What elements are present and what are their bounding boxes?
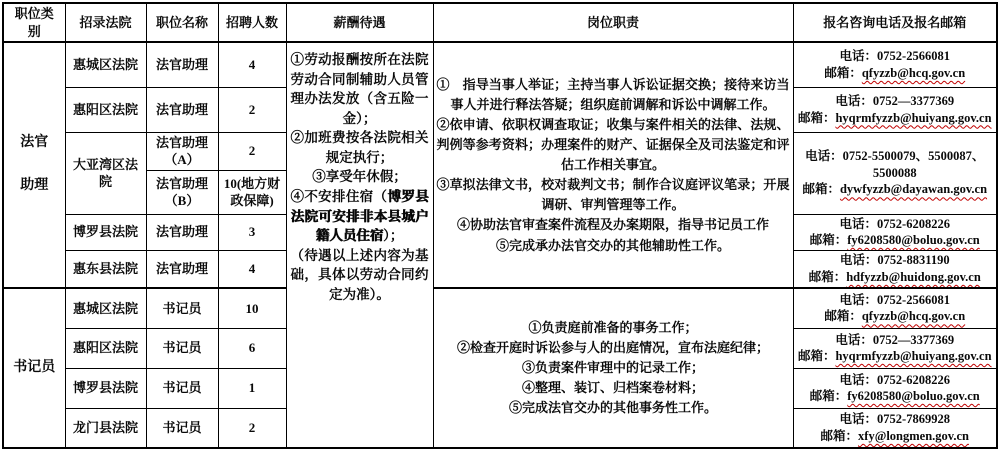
email-address: fy6208580@boluo.gov.cn	[847, 233, 980, 248]
duty-item: ④协助法官审查案件流程及办案期限，指导书记员工作	[456, 217, 769, 233]
phone-label: 电话：	[835, 94, 873, 109]
duty-item: ②检查开庭时诉讼参与人的出庭情况，宣布法庭纪律；	[456, 339, 769, 355]
phone-label: 电话：	[839, 253, 878, 268]
count-cell: 4	[218, 250, 286, 288]
phone-line	[796, 216, 995, 233]
phone-label: 电话：	[805, 149, 843, 164]
court-cell: 惠阳区法院	[65, 87, 146, 132]
court-cell: 惠东县法院	[65, 250, 146, 288]
duty-item: ③负责案件审理中的记录工作；	[521, 360, 704, 376]
email-line	[796, 65, 995, 82]
email-address: hyqrmfyzzb@huiyang.gov.cn	[835, 349, 992, 364]
recruitment-table	[2, 2, 998, 449]
title-cell: 书记员	[146, 368, 218, 408]
email-address: qfyzzb@hcq.gov.cn	[861, 65, 966, 80]
count-cell: 2	[218, 132, 286, 170]
salary-item: ③享受年休假；	[312, 169, 407, 185]
phone-number: 0752—3377369	[872, 332, 955, 347]
phone-line	[796, 93, 995, 110]
salary-note: （待遇以上述内容为基础，具体以劳动合同约定为准）。	[290, 247, 429, 302]
title-cell: 书记员	[146, 288, 218, 328]
court-cell: 惠城区法院	[65, 42, 146, 87]
email-address: hdfyzzb@huidong.gov.cn	[846, 269, 981, 284]
phone-label: 电话：	[839, 292, 878, 307]
phone-number: 0752-8831190	[877, 253, 950, 268]
phone-label: 电话：	[839, 372, 878, 387]
duties-cell-judge-assistant	[433, 42, 793, 288]
phone-label: 电话：	[835, 332, 873, 347]
salary-item: ②加班费按各法院相关规定执行；	[290, 130, 429, 165]
email-label: 邮箱：	[797, 349, 836, 364]
category-line: 助理	[20, 178, 49, 194]
court-cell: 惠阳区法院	[65, 328, 146, 368]
salary-item4-suffix: ）；	[383, 228, 404, 244]
salary-item: ①劳动报酬按所在法院劳动合同制辅助人员管理办法发放（含五险一金）；	[290, 52, 429, 126]
title-cell: 书记员	[146, 408, 218, 448]
email-label: 邮箱：	[808, 269, 847, 284]
email-address: hyqrmfyzzb@huiyang.gov.cn	[835, 110, 992, 125]
title-line: 法官助理	[155, 134, 208, 150]
header-row	[3, 3, 997, 42]
phone-line	[796, 411, 995, 428]
salary-item4-prefix: ④不安排住宿（	[290, 189, 388, 205]
category-line: 法官	[20, 135, 49, 151]
count-cell: 2	[218, 408, 286, 448]
phone-line	[796, 252, 995, 269]
table-row	[3, 42, 997, 87]
title-cell: 书记员	[146, 328, 218, 368]
contact-cell	[793, 250, 997, 288]
category-line: 书记员	[13, 359, 56, 375]
court-cell: 大亚湾区法院	[65, 132, 146, 214]
duty-item: ④整理、装订、归档案卷材料；	[521, 380, 704, 396]
salary-item4-emphasis: 博罗县法院可安排非本县城户籍人员住宿	[290, 189, 429, 244]
phone-number: 0752-5500079、5500087、5500088	[842, 149, 985, 180]
email-label: 邮箱：	[824, 65, 862, 80]
title-cell: 法官助理	[146, 214, 218, 250]
phone-line	[796, 372, 995, 389]
header-position-name: 职位名称	[146, 3, 218, 42]
email-line	[796, 181, 995, 198]
count-cell: 3	[218, 214, 286, 250]
contact-cell	[793, 214, 997, 250]
header-salary: 薪酬待遇	[286, 3, 433, 42]
count-cell: 1	[218, 368, 286, 408]
email-line	[796, 269, 995, 286]
salary-item-no-housing	[291, 187, 429, 246]
header-contact: 报名咨询电话及报名邮箱	[793, 3, 997, 42]
duty-item: ① 指导当事人举证；主持当事人诉讼证据交换；接待来访当事人并进行释法答疑；组织庭前调解和诉讼中调解工作。	[436, 76, 790, 112]
header-position-category: 职位类别	[3, 3, 65, 42]
email-line	[796, 388, 995, 405]
table-row	[3, 288, 997, 328]
duties-cell-clerk	[433, 288, 793, 448]
category-cell-clerk	[3, 288, 65, 448]
phone-label: 电话：	[839, 216, 878, 231]
phone-line	[796, 292, 995, 309]
contact-cell	[793, 328, 997, 368]
phone-number: 0752-6208226	[877, 216, 950, 231]
email-address: qfyzzb@hcq.gov.cn	[861, 309, 966, 324]
court-cell: 龙门县法院	[65, 408, 146, 448]
duty-item: ②依申请、依职权调查取证；收集与案件相关的法律、法规、判例等参考资料；办理案件的财产、证据保全及司法鉴定和评估工作相关事宜。	[436, 116, 790, 173]
phone-number: 0752—3377369	[872, 94, 955, 109]
duty-item: ①负责庭前准备的事务工作；	[528, 319, 698, 335]
court-cell: 博罗县法院	[65, 214, 146, 250]
header-recruiting-court: 招录法院	[65, 3, 146, 42]
category-cell-judge-assistant	[3, 42, 65, 288]
phone-number: 0752-2566081	[877, 49, 950, 64]
duty-item: ③草拟法律文书，校对裁判文书；制作合议庭评议笔录；开展调研、审判管理等工作。	[436, 177, 790, 213]
title-variant: （A）	[164, 152, 200, 168]
email-line	[796, 348, 995, 365]
duty-item: ⑤完成法官交办的其他事务性工作。	[508, 400, 717, 416]
email-label: 邮箱：	[809, 233, 848, 248]
phone-number: 0752-6208226	[877, 372, 950, 387]
title-cell: 法官助理	[146, 87, 218, 132]
phone-number: 0752-7869928	[877, 412, 950, 427]
phone-line	[796, 332, 995, 349]
contact-cell	[793, 368, 997, 408]
title-cell	[146, 132, 218, 170]
contact-cell	[793, 288, 997, 328]
count-cell: 10(地方财政保障)	[218, 170, 286, 214]
court-cell: 惠城区法院	[65, 288, 146, 328]
contact-cell	[793, 132, 997, 214]
email-address: fy6208580@boluo.gov.cn	[847, 389, 980, 404]
header-duties: 岗位职责	[433, 3, 793, 42]
title-cell: 法官助理	[146, 250, 218, 288]
contact-cell	[793, 408, 997, 448]
count-cell: 4	[218, 42, 286, 87]
email-address: dywfyzzb@dayawan.gov.cn	[839, 182, 988, 197]
duty-item: ⑤完成承办法官交办的其他辅助性工作。	[495, 237, 730, 253]
title-variant: （B）	[164, 193, 200, 209]
count-cell: 2	[218, 87, 286, 132]
email-label: 邮箱：	[802, 182, 840, 197]
phone-line	[796, 148, 995, 181]
email-label: 邮箱：	[824, 309, 862, 324]
salary-cell	[286, 42, 433, 448]
phone-label: 电话：	[839, 49, 878, 64]
court-cell: 博罗县法院	[65, 368, 146, 408]
header-recruit-count: 招聘人数	[218, 3, 286, 42]
contact-cell	[793, 42, 997, 87]
title-cell	[146, 170, 218, 214]
count-cell: 10	[218, 288, 286, 328]
title-line: 法官助理	[155, 175, 208, 191]
phone-line	[796, 48, 995, 65]
count-cell: 6	[218, 328, 286, 368]
title-cell: 法官助理	[146, 42, 218, 87]
email-label: 邮箱：	[809, 389, 848, 404]
email-line	[796, 308, 995, 325]
email-line	[796, 428, 995, 445]
email-label: 邮箱：	[820, 428, 859, 443]
email-line	[796, 232, 995, 249]
phone-label: 电话：	[839, 412, 878, 427]
phone-number: 0752-2566081	[877, 292, 950, 307]
email-line	[796, 110, 995, 127]
email-label: 邮箱：	[797, 110, 836, 125]
email-address: xfy@longmen.gov.cn	[858, 428, 969, 443]
contact-cell	[793, 87, 997, 132]
